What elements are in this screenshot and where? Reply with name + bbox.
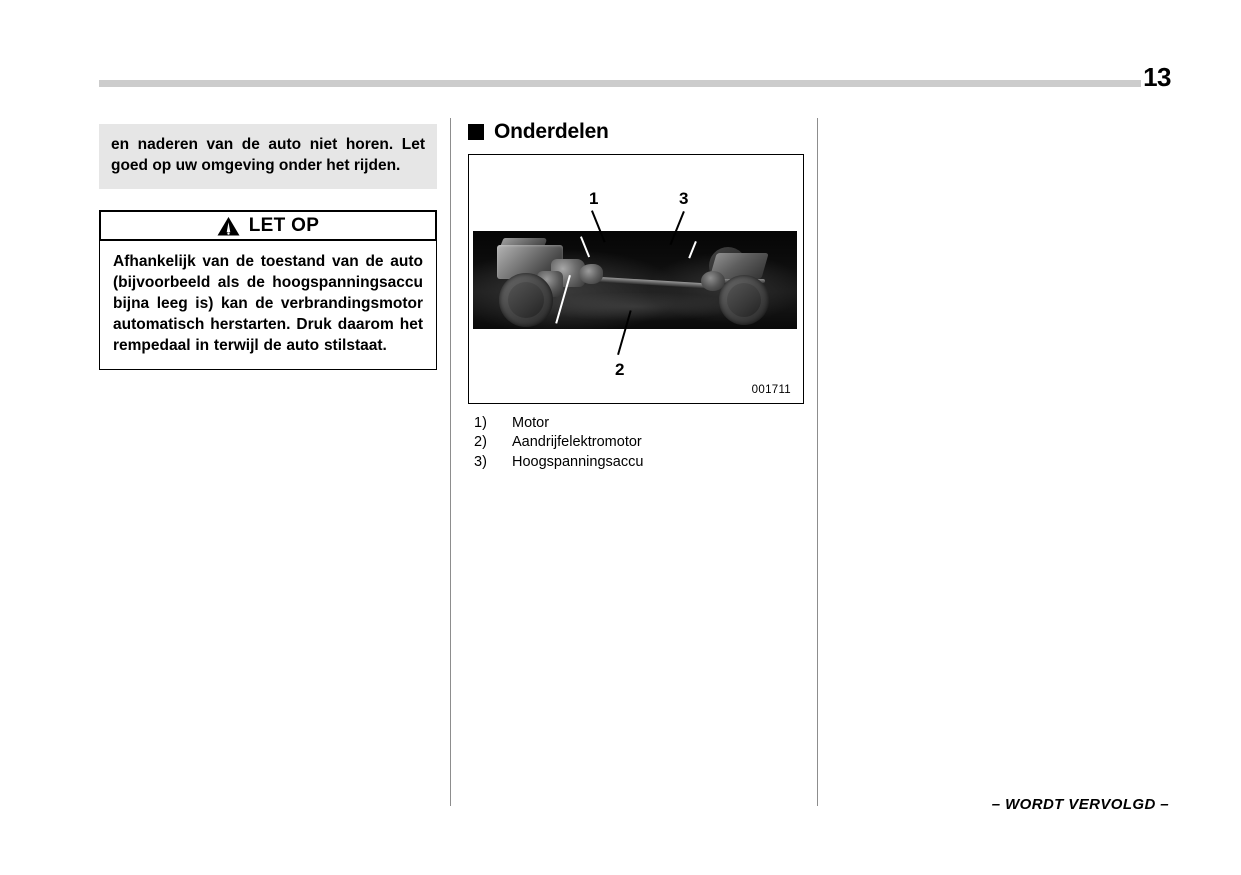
front-differential bbox=[579, 264, 603, 284]
column-divider-right bbox=[817, 118, 818, 806]
drivetrain-illustration bbox=[473, 231, 797, 329]
square-bullet-icon bbox=[468, 124, 484, 140]
legend-label: Hoogspanningsaccu bbox=[512, 453, 644, 470]
list-item bbox=[468, 433, 804, 452]
rear-wheel-rim bbox=[727, 283, 761, 317]
column-divider-left bbox=[450, 118, 451, 806]
gray-callout-text: en naderen van de auto niet horen. Let goed op uw omgeving onder het rijden. bbox=[111, 136, 425, 174]
list-item bbox=[468, 453, 804, 472]
legend-marker: 2) bbox=[474, 434, 487, 451]
warning-block bbox=[99, 210, 437, 370]
warning-body bbox=[99, 241, 437, 370]
legend-label: Motor bbox=[512, 415, 550, 431]
footer-continued-note: – WORDT VERVOLGD – bbox=[991, 796, 1169, 813]
right-column bbox=[468, 120, 804, 488]
legend-marker: 1) bbox=[474, 415, 487, 431]
gray-callout-box bbox=[99, 124, 437, 189]
front-wheel-rim bbox=[508, 282, 544, 318]
left-column bbox=[99, 124, 437, 370]
list-item bbox=[468, 414, 804, 433]
section-title: Onderdelen bbox=[494, 120, 609, 143]
warning-body-text: Afhankelijk van de toestand van de auto (bijvoorbeeld als de hoogspanningsaccu bijna leeg is) kan de verbrandingsmotor automatisch herstarten. Druk daarom het rempedaal in terwijl de auto stilstaat. bbox=[113, 253, 423, 354]
warning-title: LET OP bbox=[248, 214, 320, 236]
header-rule bbox=[99, 80, 1141, 87]
rear-wheel-near bbox=[719, 275, 769, 325]
front-wheel-near bbox=[499, 273, 553, 327]
figure-box bbox=[468, 154, 804, 404]
warning-triangle-icon bbox=[217, 216, 240, 236]
figure-id: 001711 bbox=[751, 384, 791, 396]
section-heading bbox=[468, 120, 804, 144]
legend-marker: 3) bbox=[474, 453, 487, 470]
callout-number-3: 3 bbox=[679, 189, 689, 208]
legend-list bbox=[468, 414, 804, 472]
warning-header bbox=[99, 210, 437, 241]
callout-number-2: 2 bbox=[615, 360, 625, 379]
callout-number-1: 1 bbox=[589, 189, 599, 208]
legend-label: Aandrijfelektromotor bbox=[512, 434, 642, 451]
page-number: 13 bbox=[1143, 62, 1171, 92]
